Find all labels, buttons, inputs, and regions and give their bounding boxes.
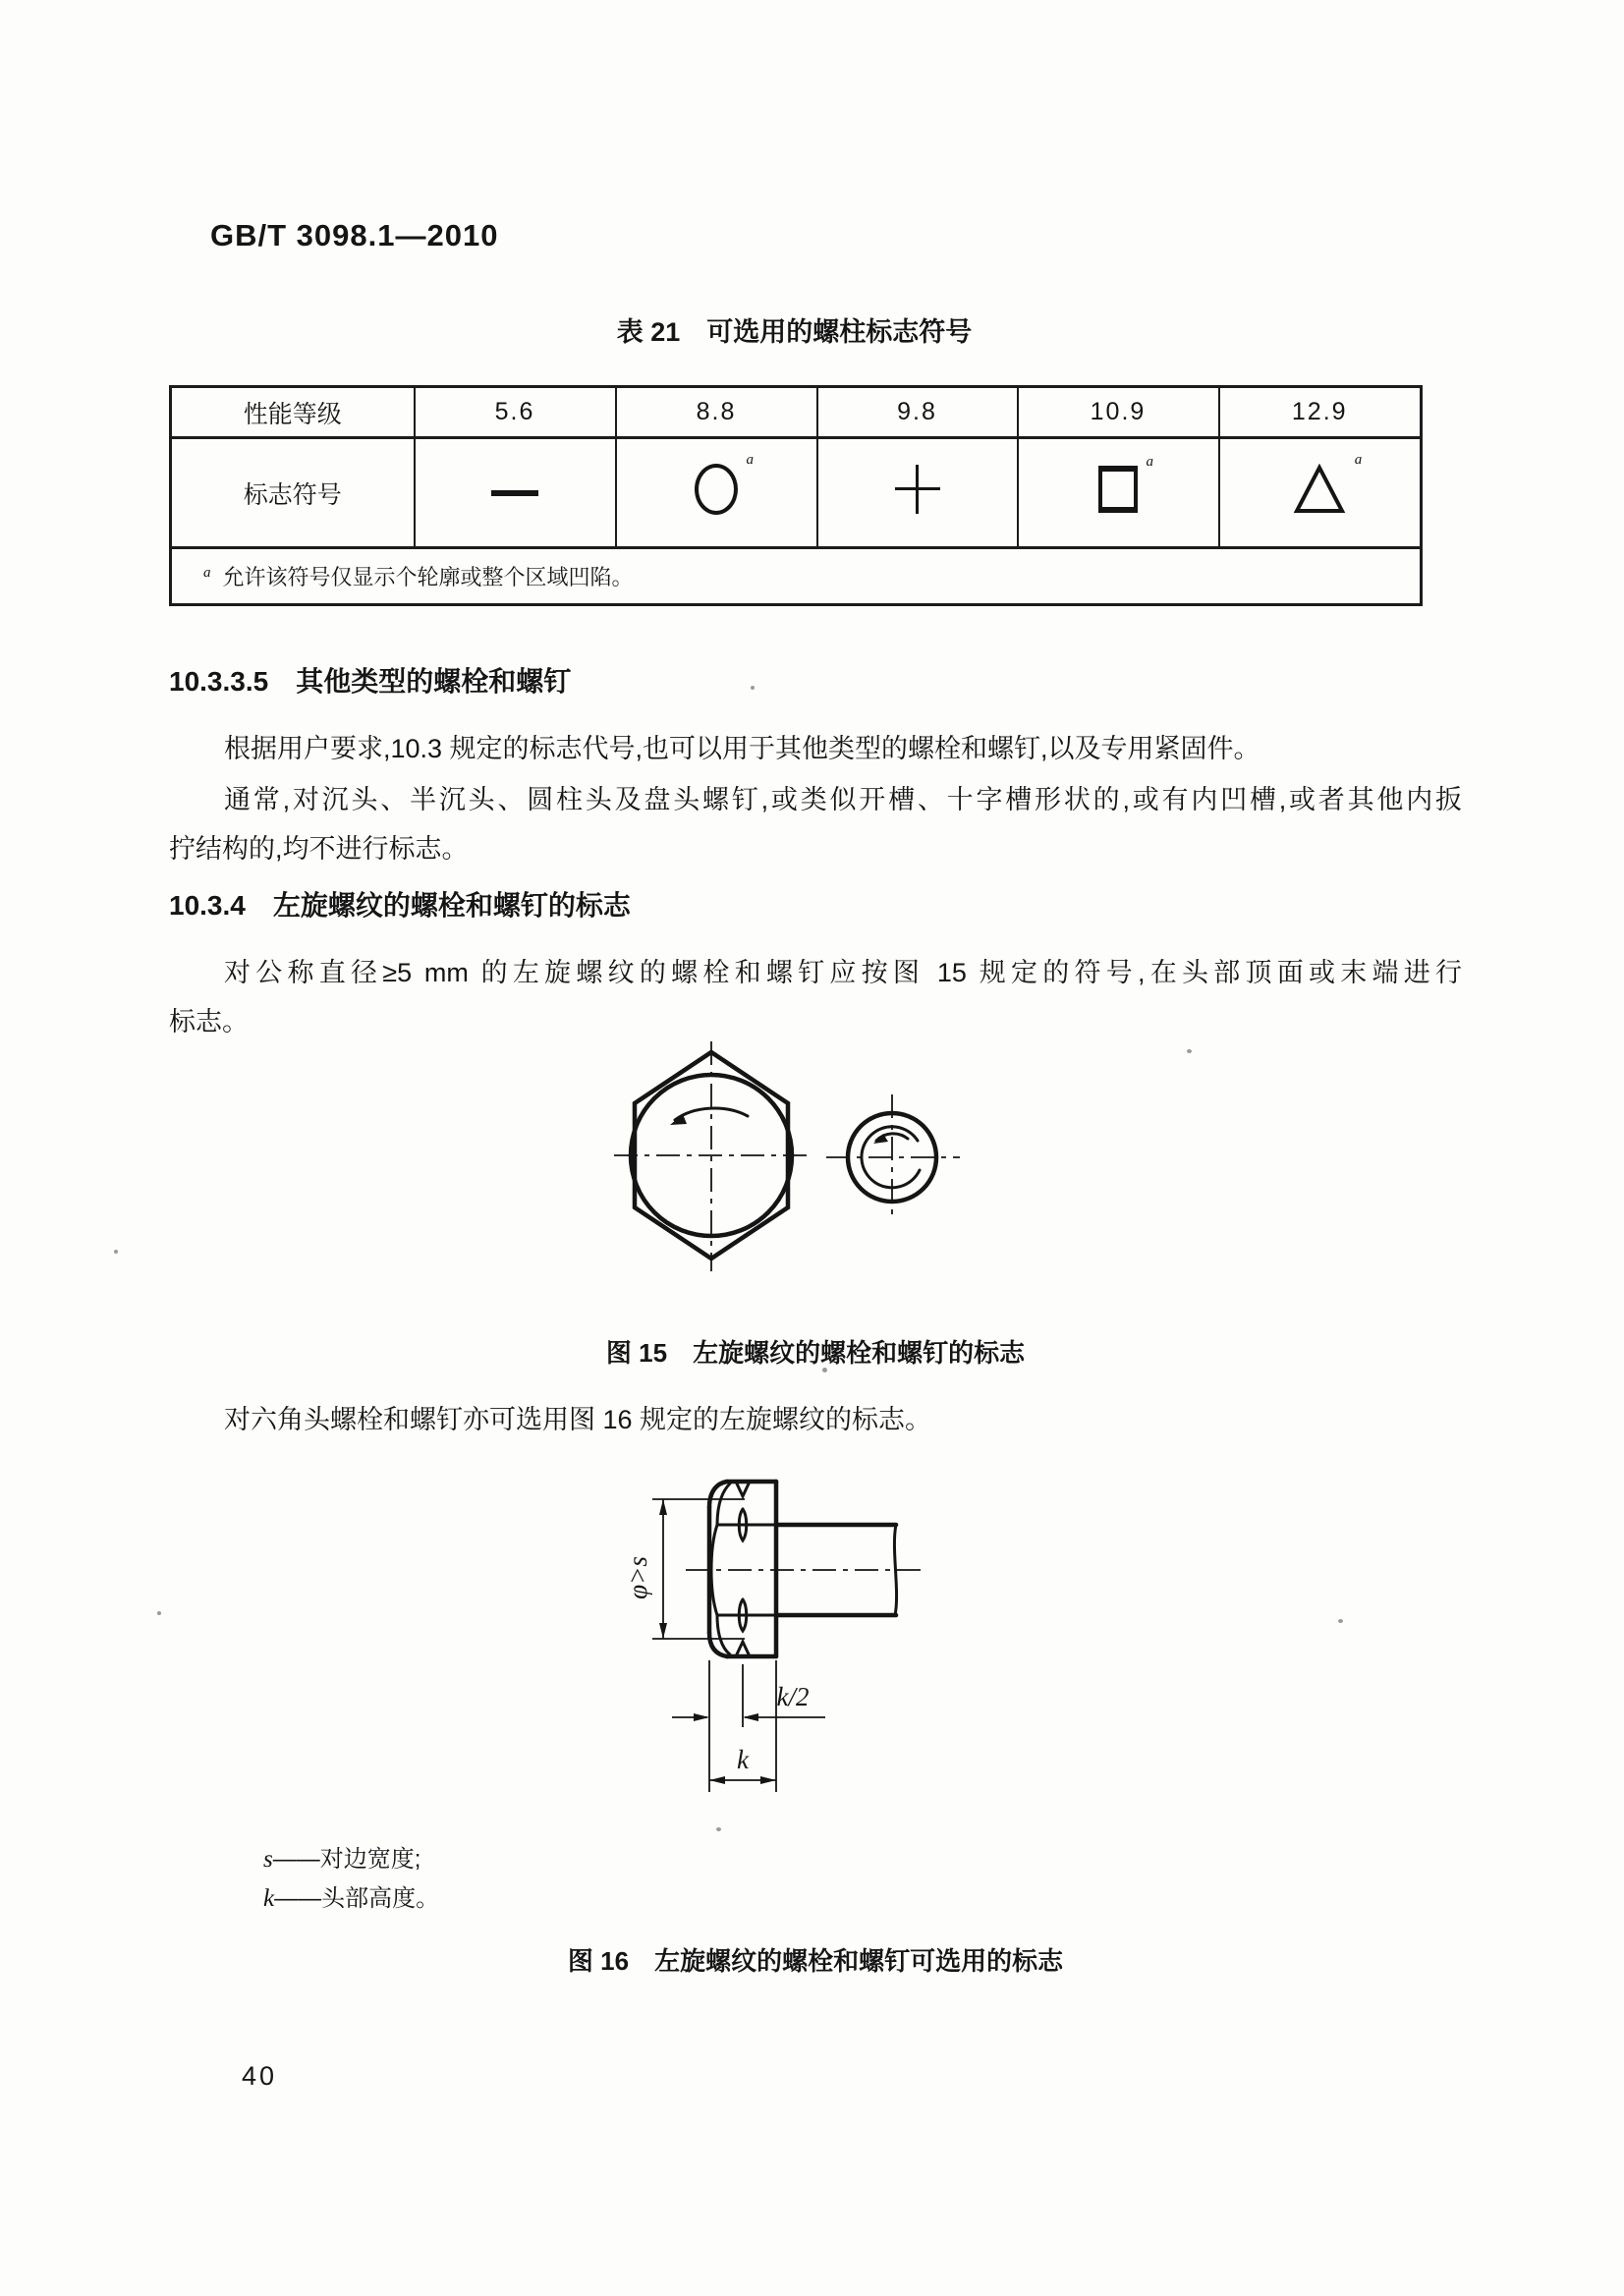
paragraph-line: 通常,对沉头、半沉头、圆柱头及盘头螺钉,或类似开槽、十字槽形状的,或有内凹槽,或者其他内扳 [224, 785, 1462, 814]
class-12-9: 12.9 [1219, 387, 1422, 438]
symbol-cell-12-9 [1219, 438, 1422, 548]
paragraph [169, 948, 1462, 1046]
table-footnote-row [171, 548, 1422, 605]
table-footnote [171, 548, 1422, 605]
table-21 [169, 385, 1423, 606]
plus-symbol-icon [895, 465, 940, 514]
legend-item-k [263, 1878, 439, 1913]
page-number: 40 [242, 2061, 278, 2091]
scan-speck [1187, 1049, 1192, 1053]
counterclockwise-arrow-icon [873, 1134, 908, 1144]
row-header-performance-class: 性能等级 [171, 387, 415, 438]
symbol-cell-8-8 [616, 438, 817, 548]
hex-head-top-view [614, 1041, 811, 1271]
row-header-marking-symbol: 标志符号 [171, 438, 415, 548]
symbol-cell-5-6 [415, 438, 616, 548]
scan-speck [157, 1611, 161, 1615]
paragraph-line: 拧结构的,均不进行标志。 [169, 834, 469, 864]
table-symbol-row [171, 438, 1422, 548]
table-header-row [171, 387, 1422, 438]
symbol-cell-10-9 [1018, 438, 1219, 548]
square-symbol-icon [1098, 466, 1138, 513]
paragraph: 对六角头螺栓和螺钉亦可选用图 16 规定的左旋螺纹的标志。 [224, 1405, 932, 1434]
dimension-phi-s [623, 1499, 745, 1639]
legend-text: ——头部高度。 [274, 1885, 440, 1912]
dimension-k [709, 1745, 776, 1784]
figure-15-caption: 图 15 左旋螺纹的螺栓和螺钉的标志 [605, 1338, 1026, 1368]
dash-symbol-icon [491, 490, 538, 496]
scan-speck [114, 1250, 118, 1254]
class-9-8: 9.8 [817, 387, 1018, 438]
class-5-6: 5.6 [415, 387, 616, 438]
figure-15-drawing [575, 1037, 997, 1275]
dimension-label-phi-s: φ>s [623, 1556, 652, 1599]
figure-16-drawing [589, 1464, 933, 1813]
document-number: GB/T 3098.1—2010 [210, 218, 499, 252]
circle-symbol-icon [695, 464, 738, 515]
section-heading-10-3-3-5: 10.3.3.5 其他类型的螺栓和螺钉 [169, 666, 572, 697]
paragraph [169, 775, 1462, 873]
footnote-ref: a [1354, 452, 1363, 468]
triangle-symbol-icon [1293, 464, 1346, 515]
paragraph-line: 标志。 [169, 1007, 249, 1036]
dimension-label-k: k [737, 1745, 749, 1774]
bolt-end-view [826, 1094, 960, 1220]
table-title: 表 21 可选用的螺柱标志符号 [616, 317, 973, 347]
dimension-label-k2: k/2 [776, 1682, 810, 1711]
scan-speck [716, 1827, 721, 1831]
footnote-ref: a [746, 452, 754, 468]
figure-16-caption: 图 16 左旋螺纹的螺栓和螺钉可选用的标志 [567, 1946, 1064, 1976]
symbol-cell-9-8 [817, 438, 1018, 548]
legend-symbol: s [263, 1846, 273, 1873]
paragraph-line: 对公称直径≥5 mm 的左旋螺纹的螺栓和螺钉应按图 15 规定的符号,在头部顶面或末端进行 [224, 958, 1462, 987]
legend-item-s [263, 1839, 420, 1874]
scan-speck [1338, 1619, 1343, 1623]
dimension-k2 [672, 1660, 825, 1792]
scan-speck [822, 1368, 827, 1372]
footnote-marker: a [203, 564, 211, 581]
paragraph: 根据用户要求,10.3 规定的标志代号,也可以用于其他类型的螺栓和螺钉,以及专用紧固件。 [224, 734, 1260, 763]
class-10-9: 10.9 [1018, 387, 1219, 438]
class-8-8: 8.8 [616, 387, 817, 438]
section-heading-10-3-4: 10.3.4 左旋螺纹的螺栓和螺钉的标志 [169, 890, 631, 921]
legend-text: ——对边宽度; [272, 1846, 421, 1873]
counterclockwise-arrow-icon [670, 1108, 748, 1125]
scan-speck [751, 686, 755, 690]
legend-symbol: k [263, 1885, 275, 1912]
footnote-text: 允许该符号仅显示个轮廓或整个区域凹陷。 [222, 565, 634, 589]
bolt-side-view [686, 1482, 927, 1656]
footnote-ref: a [1146, 454, 1153, 470]
